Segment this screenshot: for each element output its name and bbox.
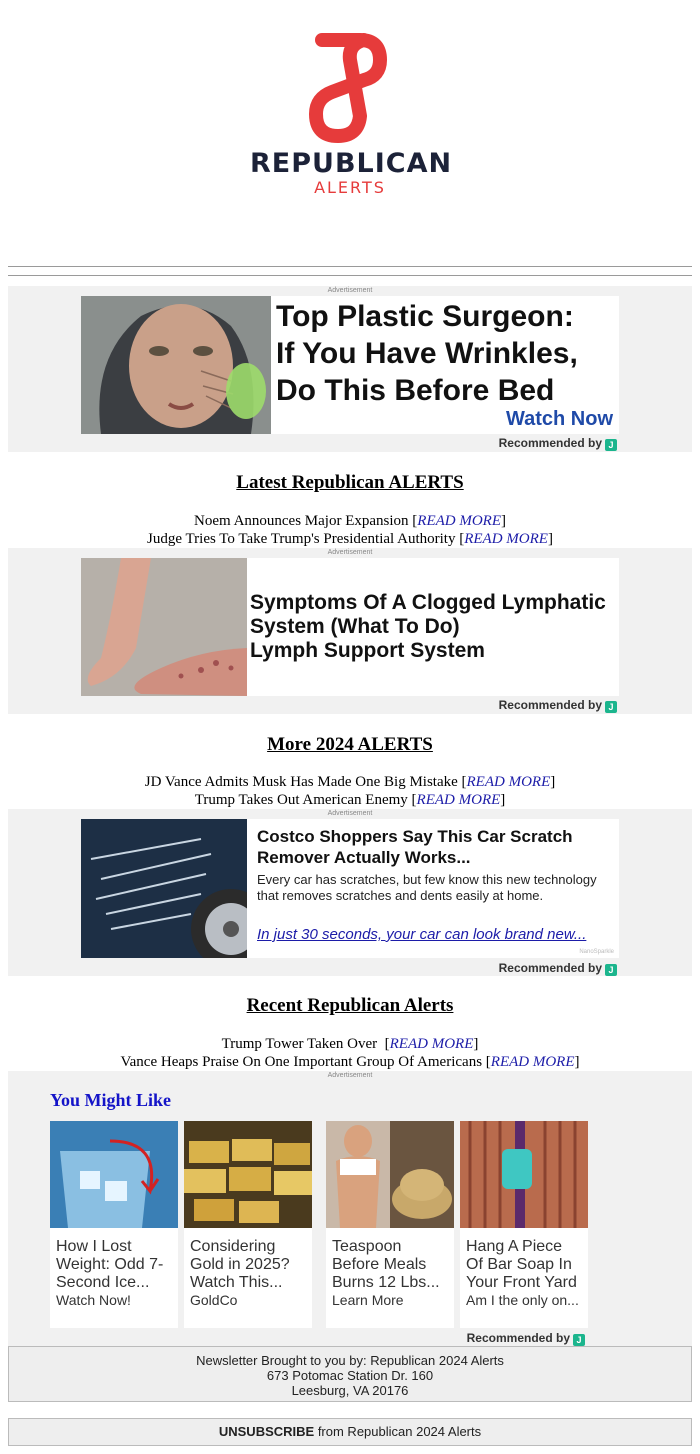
ad-block-2 xyxy=(8,548,692,714)
card-title-line: Gold in 2025? xyxy=(190,1256,290,1273)
card-title-line: Your Front Yard xyxy=(466,1274,577,1291)
read-more-link[interactable]: READ MORE xyxy=(389,1036,474,1052)
ad-3-source: NanoSparkle xyxy=(579,949,614,955)
recommendation-card[interactable] xyxy=(184,1121,312,1328)
unsubscribe-text: from Republican 2024 Alerts xyxy=(314,1424,482,1439)
bar-soap-image xyxy=(460,1121,588,1228)
ad-1-headline-line: Top Plastic Surgeon: xyxy=(276,300,574,333)
you-might-like-title: You Might Like xyxy=(50,1090,172,1110)
card-title-line: Hang A Piece xyxy=(466,1238,563,1255)
newsletter-footer xyxy=(8,1346,692,1402)
headline-item: Noem Announces Major Expansion [READ MORE] xyxy=(193,513,507,529)
ad-label: Advertisement xyxy=(327,1072,373,1079)
logo-text-alerts: ALERTS xyxy=(314,178,386,197)
logo-mark-icon xyxy=(302,30,398,146)
ad-label: Advertisement xyxy=(327,810,373,817)
recommended-by: Recommended by J xyxy=(499,698,617,713)
ad-block-3 xyxy=(8,809,692,976)
ad-3-body-line: that removes scratches and dents easily at home. xyxy=(257,888,544,903)
ad-3-creative[interactable] xyxy=(81,819,619,958)
footer-sponsor: Newsletter Brought to you by: Republican 2024 Alerts xyxy=(196,1353,504,1368)
card-title-line: Of Bar Soap In xyxy=(466,1256,572,1273)
card-title-line: Second Ice... xyxy=(56,1274,150,1291)
logo-text-republican: REPUBLICAN xyxy=(250,148,453,179)
ad-1-watch-now-button[interactable]: Watch Now xyxy=(505,408,613,430)
ad-2-headline-line: Symptoms Of A Clogged Lymphatic xyxy=(250,591,606,614)
card-source: Watch Now! xyxy=(56,1292,131,1308)
wrinkled-face-image xyxy=(81,296,271,434)
republican-alerts-logo xyxy=(250,30,453,205)
card-source: Learn More xyxy=(332,1292,404,1308)
headline-item: Vance Heaps Praise On One Important Group Of Americans [READ MORE] xyxy=(120,1054,580,1070)
read-more-link[interactable]: READ MORE xyxy=(466,774,551,790)
headline-item: Trump Tower Taken Over [READ MORE] xyxy=(221,1036,479,1052)
recommender-logo-icon: J xyxy=(605,964,617,976)
recommender-logo-icon: J xyxy=(605,439,617,451)
footer-address-street: 673 Potomac Station Dr. 160 xyxy=(266,1368,434,1383)
divider xyxy=(8,266,692,267)
recommended-by: Recommended by J xyxy=(499,436,617,451)
recommender-logo-icon: J xyxy=(573,1334,585,1346)
recommendation-card[interactable] xyxy=(50,1121,178,1328)
section-title-latest: Latest Republican ALERTS xyxy=(236,472,464,493)
section-title-more: More 2024 ALERTS xyxy=(267,734,433,755)
ad-3-body-line: Every car has scratches, but few know this new technology xyxy=(257,872,597,887)
ad-block-1 xyxy=(8,286,692,452)
read-more-link[interactable]: READ MORE xyxy=(464,531,548,547)
recommended-by: Recommended by J xyxy=(499,961,617,976)
card-source: Am I the only on... xyxy=(466,1292,579,1308)
ad-2-headline-line: System (What To Do) xyxy=(250,615,460,638)
ad-2-headline-line: Lymph Support System xyxy=(250,639,485,662)
ad-2-creative[interactable] xyxy=(81,558,619,696)
card-title-line: Burns 12 Lbs... xyxy=(332,1274,440,1291)
woman-and-powder-image xyxy=(326,1121,454,1228)
section-title-recent: Recent Republican Alerts xyxy=(246,995,454,1016)
card-title-line: Before Meals xyxy=(332,1256,427,1273)
recommendation-card[interactable] xyxy=(326,1121,454,1328)
ad-1-creative[interactable] xyxy=(81,296,619,434)
recommender-logo-icon: J xyxy=(605,701,617,713)
card-title-line: How I Lost xyxy=(56,1238,132,1255)
ad-1-headline-line: Do This Before Bed xyxy=(276,374,555,407)
card-title-line: Teaspoon xyxy=(332,1238,402,1255)
unsubscribe-bar xyxy=(8,1418,692,1446)
card-title-line: Weight: Odd 7- xyxy=(56,1256,164,1273)
ad-3-title-line: Costco Shoppers Say This Car Scratch xyxy=(257,827,573,846)
card-title-line: Considering xyxy=(190,1238,276,1255)
ad-3-link[interactable]: In just 30 seconds, your car can look brand new... xyxy=(257,926,587,943)
recommended-by: Recommended by J xyxy=(467,1331,585,1346)
headline-item: Judge Tries To Take Trump's Presidential Authority [READ MORE] xyxy=(147,531,553,547)
card-source: GoldCo xyxy=(190,1292,238,1308)
divider xyxy=(8,275,692,276)
scratched-car-image xyxy=(81,819,247,958)
swollen-legs-image xyxy=(81,558,247,696)
headline-item: JD Vance Admits Musk Has Made One Big Mistake [READ MORE] xyxy=(144,774,556,790)
ice-water-image xyxy=(50,1121,178,1228)
read-more-link[interactable]: READ MORE xyxy=(417,513,502,529)
recommendation-card[interactable] xyxy=(460,1121,588,1328)
footer-address-city: Leesburg, VA 20176 xyxy=(291,1383,409,1398)
gold-bars-image xyxy=(184,1121,312,1228)
read-more-link[interactable]: READ MORE xyxy=(416,792,501,808)
read-more-link[interactable]: READ MORE xyxy=(490,1054,575,1070)
unsubscribe-link[interactable]: UNSUBSCRIBE xyxy=(218,1424,315,1439)
card-title-line: Watch This... xyxy=(190,1274,283,1291)
ad-label: Advertisement xyxy=(327,287,373,294)
ad-3-title-line: Remover Actually Works... xyxy=(257,848,471,867)
ad-1-headline-line: If You Have Wrinkles, xyxy=(276,337,578,370)
headline-item: Trump Takes Out American Enemy [READ MORE] xyxy=(194,792,506,808)
ad-label: Advertisement xyxy=(327,549,373,556)
